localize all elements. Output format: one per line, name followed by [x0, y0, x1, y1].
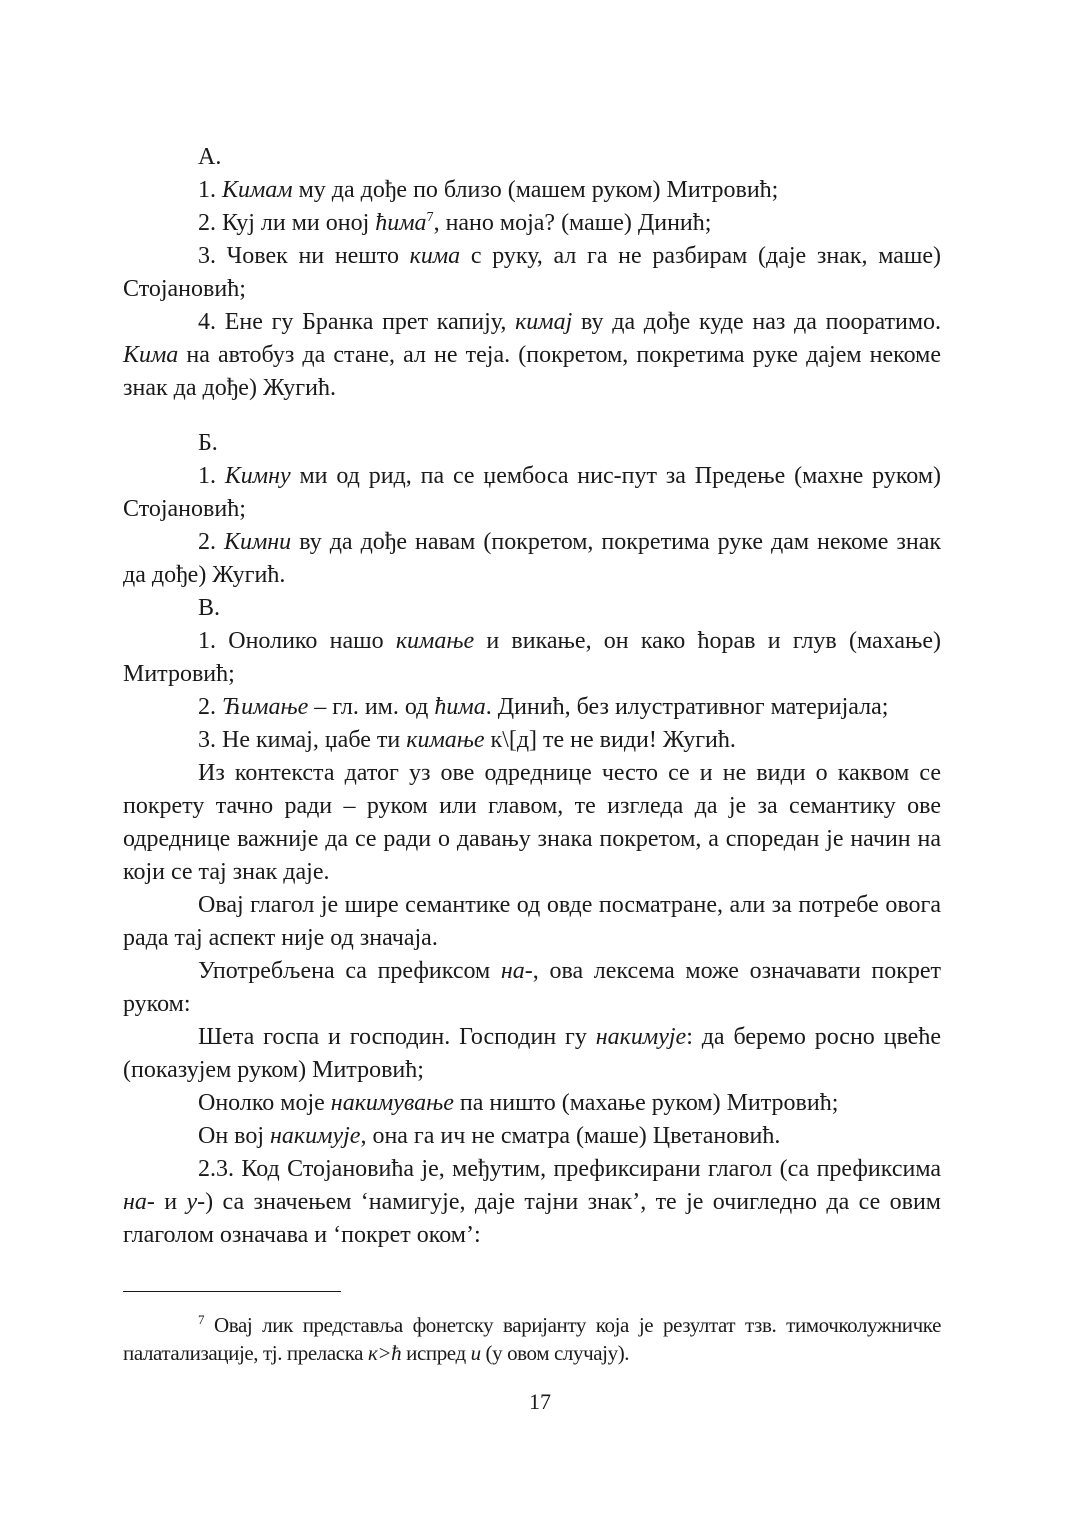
- entry-b-1: 1. Кимну ми од рид, па се џембоса нис-пут за Предење (махне руком) Стојановић;: [123, 463, 942, 522]
- footnote-divider: [123, 1291, 341, 1292]
- entry-v-2: 2. Ћимање – гл. им. од ћима. Динић, без илустративног материјала;: [198, 694, 889, 720]
- paragraph-context: Из контекста датог уз ове одреднице често се и не види о каквом се покрету тачно ради – руком или главом, те изгледа да је за семантику ове одреднице важније да се ради о давању знака покретом, а споредан је начин на који се тај знак даје.: [123, 760, 941, 885]
- entry-b-2: 2. Кимни ву да дође навам (покретом, покретима руке дам некоме знак да дође) Жугић.: [123, 529, 942, 588]
- entry-a-3: 3. Човек ни нешто кима с руку, ал га не разбирам (даје знак, маше) Стојановић;: [123, 243, 941, 302]
- section-v-label: В.: [198, 595, 221, 621]
- page-number: 17: [529, 1389, 551, 1414]
- page-body: [123, 141, 941, 1252]
- entry-v-1: 1. Онолико нашо кимање и викање, он како ћорав и глув (махање) Митровић;: [123, 628, 941, 687]
- example-2: Онолко моје накимување па ништо (махање руком) Митровић;: [198, 1090, 839, 1116]
- footnote-number: 7: [198, 1312, 205, 1327]
- example-3: Он вој накимује, она га ич не сматра (маше) Цветановић.: [198, 1123, 781, 1149]
- paragraph-semantics: Овај глагол је шире семантике од овде посматране, али за потребе овога рада тај аспект није од значаја.: [123, 892, 941, 951]
- entry-a-4: 4. Ене гу Бранка прет капију, кимај ву да дође куде наз да пооратимо. Кима на автобуз да стане, ал не теја. (покретом, покретима руке дајем некоме знак да дође) Жугић.: [123, 309, 942, 401]
- paragraph-prefix: Употребљена са префиксом на-, ова лексема може означавати покрет руком:: [123, 958, 941, 1017]
- entry-v-3: 3. Не кимај, џабе ти кимање к\[д] те не види! Жугић.: [198, 727, 736, 753]
- footnote-ref[interactable]: 7: [426, 210, 434, 225]
- paragraph-section-2-3: 2.3. Код Стојановића је, међутим, префиксирани глагол (са префиксима на- и у-) са значењем ‘намигује, даје тајни знак’, те је очигледно да се овим глаголом означава и ‘покрет оком’:: [123, 1156, 941, 1248]
- section-b-label: Б.: [198, 430, 218, 456]
- entry-a-1: 1. Кимам му да дође по близо (машем руком) Митровић;: [198, 177, 779, 203]
- footnote-7: $^7$ Овај лик представља фонетску варијанту која је резултат тзв. тимочколужничке палатализације, тј. преласка к>ћ испред и (у овом случају).: [123, 1312, 941, 1365]
- entry-a-2: 2. Куј ли ми оној ћима$^7$, нано моја? (маше) Динић;: [198, 210, 712, 236]
- example-1: Шета госпа и господин. Господин гу накимује: да беремо росно цвеће (показујем руком) Митровић;: [123, 1024, 941, 1083]
- section-a-label: А.: [198, 144, 222, 170]
